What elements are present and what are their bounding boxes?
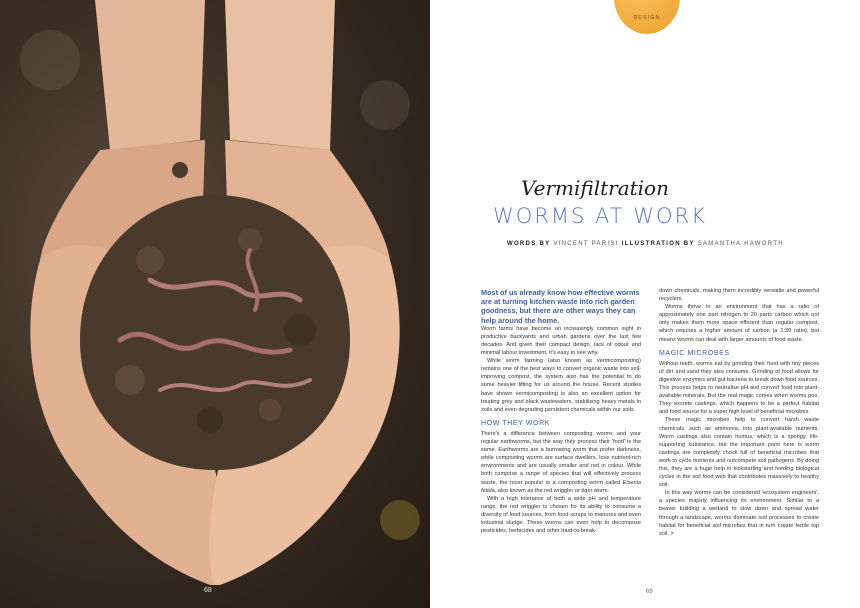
- body-text: , also known as the red wriggler or tiger worm.: [494, 487, 610, 494]
- article-page: [430, 0, 860, 608]
- body-paragraph: These magic microbes help to convert harsh waste chemicals, such as ammonia, into plant-available nutrients. Worm castings also contain humus, which is a spongy, life-supporting substance, but the important point here is worm castings are completely chock full of beneficial microbes that work to cycle nutrients and outcompete soil pathogens. By doing this, they are a huge help in kickstarting and feeding biological cycles in the soil food web that contributes massively to healthy soil.: [659, 417, 819, 489]
- body-paragraph: [481, 430, 641, 495]
- body-paragraph: Without teeth, worms eat by grinding their food with tiny pieces of dirt and sand they also consume. Grinding of food allows for digestive enzymes and gut bacteria to break down food sources. This process helps to neutralise pH and convert food into plant-available minerals. But the real magic comes when worms poo. They excrete castings, which happens to be a perfect habitat and food source for a super high level of beneficial microbes.: [659, 360, 819, 416]
- page-number-right: 69: [646, 589, 653, 595]
- subheading-magic-microbes: MAGIC MICROBES: [659, 349, 730, 357]
- article-column-2: [659, 287, 819, 538]
- continue-arrow-icon: >: [670, 530, 674, 537]
- body-paragraph: Worm farms have become an increasingly common sight in productive backyards and urban gardens over the last few decades. And given their compact design, lack of odour and minimal labour investment, it's easy to see why.: [481, 325, 641, 357]
- subheading-how-they-work: HOW THEY WORK: [481, 419, 550, 427]
- byline-words-label: WORDS BY: [507, 241, 551, 247]
- byline-author: VINCENT PARISI: [553, 241, 619, 247]
- body-paragraph: With a high tolerance of both a wide pH and temperature range, the red wriggler is chosen for its ability to consume a diversity of food sources, from food scraps to manures and even industrial sludge. These worms can even help to decompose pesticides, herbicides and other hard-to-break-: [481, 495, 641, 535]
- article-headline: WORMS AT WORK: [493, 204, 707, 228]
- article-column-1: [481, 288, 641, 535]
- body-paragraph: Worms thrive in an environment that has a ratio of approximately one part nitrogen to 20 parts carbon which not only makes them more space efficient than regular compost, which requires a higher amount of carbon (a 1:30 ratio), but means worms can deal with larger amounts of food waste.: [659, 304, 819, 343]
- body-paragraph: [659, 489, 819, 538]
- byline-illustrator: SAMANTHA HAWORTH: [697, 241, 784, 247]
- byline-illustration-label: ILLUSTRATION BY: [621, 241, 695, 247]
- article-kicker: Vermifiltration: [521, 176, 669, 200]
- body-text: There's a difference between composting worms and your regular earthworms, but the way they process their 'food' is the same. Earthworms are a burrowing worm that prefer darkness, while composting worms are surface dwellers, love nutrient-rich environments and are usually smaller and red in colour. While both comprise a range of species that will effectively process waste, the most popular is a composting worm called: [481, 430, 641, 486]
- species-name: Eisenia fetida: [481, 479, 641, 494]
- section-tab-label: DESIGN: [633, 15, 661, 21]
- page-number-left: 68: [204, 587, 212, 594]
- body-paragraph: down chemicals, making them incredibly versatile and powerful recyclers.: [659, 288, 819, 303]
- byline: [507, 241, 784, 247]
- body-text: In this way worms can be considered 'ecosystem engineers', a species majorly influencing its environment. Similar to a beaver building a wetland to slow down and spread water through a landscape, worms dominate soil processes to create habitat for beneficial soil microbes that in turn create fertile top soil.: [659, 490, 819, 537]
- article-standfirst: Most of us already know how effective worms are at turning kitchen waste into rich garden goodness, but there are other ways they can help around the home.: [481, 288, 640, 325]
- body-paragraph: While worm farming (also known as vermicomposting) remains one of the best ways to convert organic waste into soil-improving compost, the system also has the potential to do some heavier lifting for us around the house. Recent studies have shown vermicomposting is also an excellent option for treating grey and black wastewaters, stabilising heavy metals in soils and even degrading persistent chemicals within our soils.: [481, 358, 641, 413]
